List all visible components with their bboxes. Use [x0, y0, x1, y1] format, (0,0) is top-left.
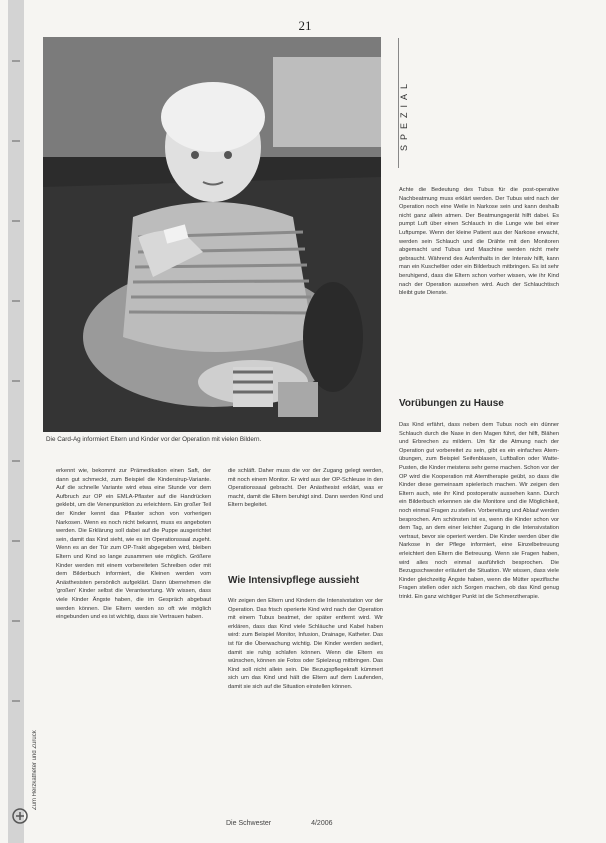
photo-caption: Die Card-Ag informiert Eltern und Kinder vor der Operation mit vielen Bildern.: [46, 436, 262, 443]
vertical-credit: Zum Herzkatheter und Zurück: [32, 730, 38, 810]
subheading-vorubungen: Vorübungen zu Hause: [399, 398, 504, 409]
magazine-name: Die Schwester: [226, 820, 272, 827]
edge-tick: [12, 540, 20, 542]
article-column-middle-bottom: [228, 597, 383, 801]
page-number: 21: [298, 18, 312, 33]
paragraph: erkennt wie, bekommt zur Prämedikation einen Saft, der dann gut schmeckt, zum Beispiel die Kindersirup-Variante. Auf die schnelle Variante wird etwa eine Stunde vor dem Aufbruch zur OP ein EMLA-Pflaster auf die Handrücken geklebt, um die Venenpunktion zu erleichtern. Ein großer Teil der Kinder kennt das Pflaster schon von vorherigen Narkosen. Wenn es noch nicht bekannt, muss es angeboten werden. Die Erklärung soll dabei auf die Puppe ausgerichtet sein, damit das Kind sieht, wie es im Operationssaal zugeht. Wenn es an der Tür zum OP-Trakt abgegeben wird, bleiben Eltern und Kind so lange zusammen wie möglich. Größere Kinder werden mit einem vorbereiteten Schreiben oder mit dem Bilderbuch informiert, die Kleinen werden vom Anästhesisten persönlich aufgeklärt. Dann übernehmen die 'großen' Kinder selbst die Verantwortung. Wir wissen, dass viele Kinder Ängste haben, die im Gespräch abgebaut werden können. Die Eltern werden so oft wie möglich eingebunden und es ist wichtig, dass sie Vertrauen haben.: [56, 468, 211, 621]
article-column-right-top: [399, 186, 559, 391]
article-column-right-bottom: [399, 421, 559, 801]
page-footer: [226, 820, 386, 827]
corner-logo-icon: [10, 806, 30, 826]
issue-number: 4/2006: [311, 820, 333, 827]
edge-tick: [12, 300, 20, 302]
edge-tick: [12, 460, 20, 462]
edge-tick: [12, 140, 20, 142]
edge-tick: [12, 380, 20, 382]
edge-tick: [12, 220, 20, 222]
page-edge-stripe: [8, 0, 24, 843]
paragraph: die schläft. Daher muss die vor der Zugang gelegt werden, mit noch einem Monitor. Er wird aus der OP-Schleuse in den Operationssaal gebracht. Der Anästhesist erklärt, was er macht, damit die Eltern beruhigt sind. Dann werden Kind und Eltern begleitet.: [228, 468, 383, 509]
edge-tick: [12, 60, 20, 62]
section-label: SPEZIAL: [399, 79, 409, 152]
edge-tick: [12, 700, 20, 702]
paragraph: Achte die Bedeutung des Tubus für die post-operative Nachbeatmung muss erklärt werden. Der Tubus wird nach der Operation noch eine Weile in Narkose sein und kann deshalb nicht ganz allein atmen. Der Beatmungsgerät hilft dabei. Es pumpt Luft über einen Schlauch in die Lunge wie bei einer Luftpumpe. Wenn der kleine Patient aus der Narkose erwacht, werden sein Schlauch und die Drähte mit den Monitoren abgemacht und Tubus und Maschine werden nicht mehr gebraucht. Während des Aufenthalts in der Intensiv hilft, kann man ein Kuscheltier oder ein Bilderbuch mitbringen. Es ist sehr beruhigend, dass die Eltern schon vorher wissen, wie ihr Kind nach der Operation aussehen wird. Auch der Schlauchtisch bleibt gute Dienste.: [399, 187, 559, 297]
edge-tick: [12, 620, 20, 622]
child-photo-illustration: [43, 37, 381, 432]
paragraph: Wir zeigen den Eltern und Kindern die Intensivstation vor der Operation. Das frisch operierte Kind wird nach der Operation mit einem Tubus beatmet, der später entfernt wird. Wir erklären, dass das Kind viele Schläuche und Kabel haben wird: zum Beispiel Monitor, Infusion, Drainage, Katheter. Das ist für die Überwachung wichtig. Die Kinder werden sediert, damit sie ruhig schlafen können. Wenn die Eltern es wünschen, können sie Fotos oder Spielzeug mitbringen. Das Kind soll nicht allein sein. Die Bezugspflegekraft kümmert sich um das Kind und hält die Eltern auf dem Laufenden, damit sie sich auf die Situation einstellen können.: [228, 598, 383, 690]
article-column-left: [56, 467, 211, 801]
subheading-intensivpflege: Wie Intensivpflege aussieht: [228, 575, 360, 586]
paragraph: Das Kind erfährt, dass neben dem Tubus noch ein dünner Schlauch durch die Nase in den Magen führt, der hilft, Blähen und Erbrechen zu mildern. Um für die Atmung nach der Operation gut vorbereitet zu sein, gibt es ein einfaches Atem-übungen, zum Beispiel Seifenblasen, Luftballon oder Watte-Pusten, die Kinder meistens sehr gerne machen. Schon vor der OP wird die Kooperation mit Atemtherapie geübt, so dass die Kinder diese gemeinsam spielerisch machen. Wir zeigen den Eltern auch, wie ihr Kind postoperativ aussehen kann. Durch ein Bilderbuch erkennen sie die Monitore und die Möglichkeit, noch einmal Fragen zu stellen. Vorbereitung und Ablauf werden besprochen. Am schönsten ist es, wenn die Kinder schon vor dem Tag, an dem einer leichter Zugang in die Intensivstation vertraut, bevor sie operiert werden. Die Kinder werden über die Narkose in der Pflege informiert, eine Einzelbetreuung erleichtert den Eltern die Betreuung. Wenn sie Fragen haben, wird alles noch einmal ausführlich besprochen. Die Bezugsschwester erläutert die Situation. Wir wissen, dass viele Kinder gleichzeitig Ängste haben, wenn die Mütter spezifische Fragen stellen oder sich Sorgen machen, ob das Kind genug trinkt. Ein ganz wichtiger Punkt ist die Schmerztherapie.: [399, 422, 559, 600]
child-photo: [43, 37, 381, 432]
article-column-middle: [228, 467, 383, 567]
